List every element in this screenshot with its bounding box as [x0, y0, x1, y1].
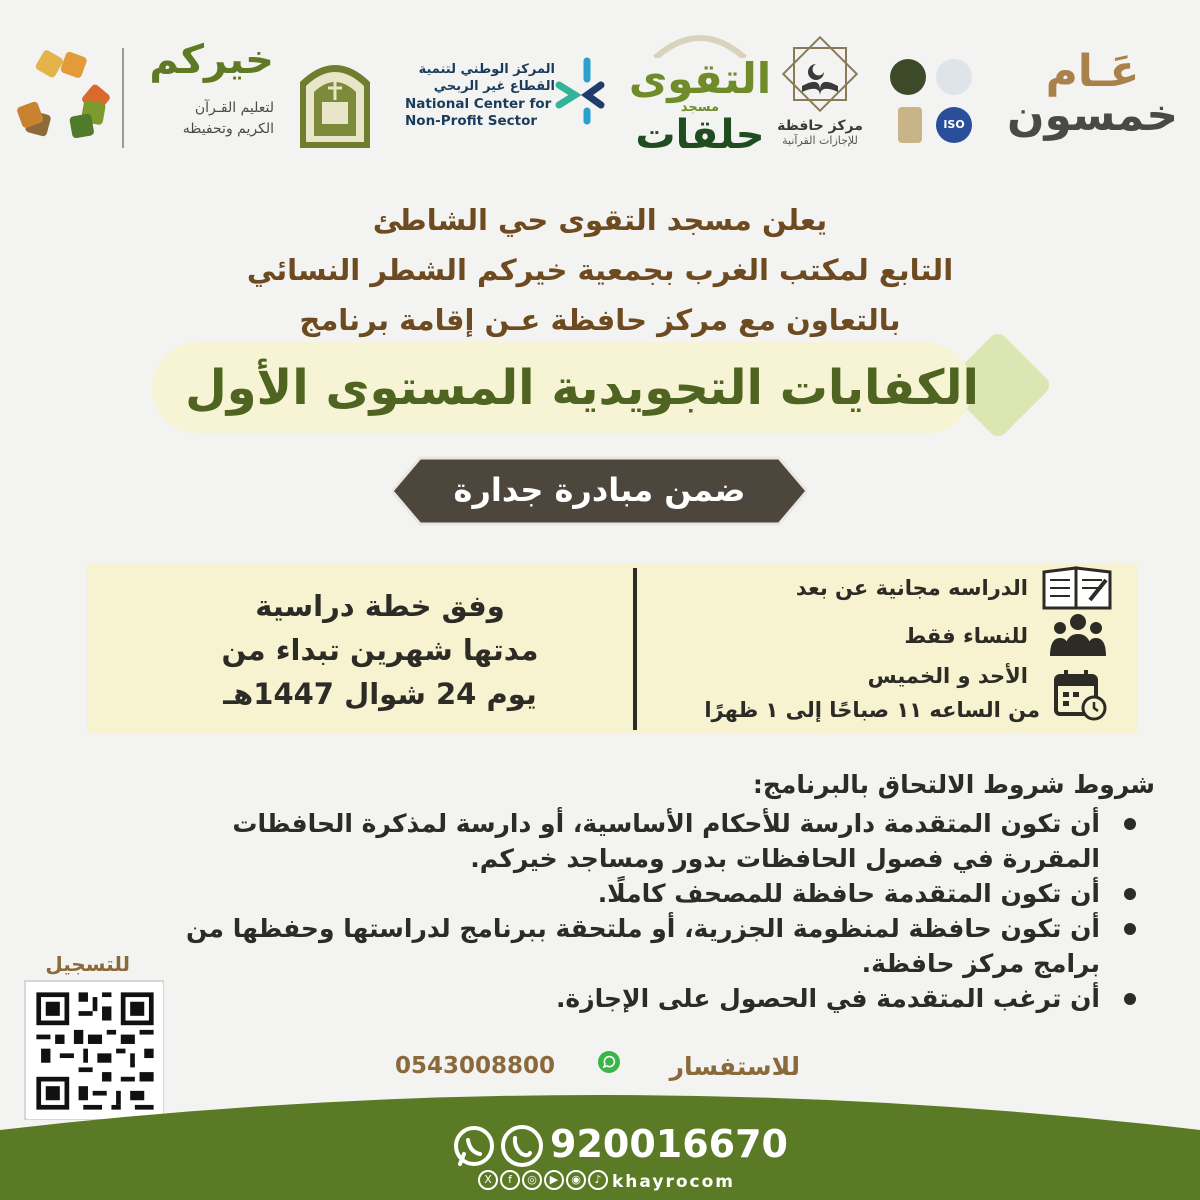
condition-item: [180, 876, 1140, 911]
condition-text: أن تكون المتقدمة دارسة للأحكام الأساسية، أو دارسة لمذكرة الحافظات المقررة في فصول الحافظات بدور ومساجد خيركم.: [232, 809, 1100, 873]
bullet-icon: [1124, 923, 1136, 935]
taqwa-logo: [625, 28, 775, 158]
whatsapp-icon[interactable]: [597, 1050, 621, 1074]
ncnp-english-2: Non-Profit Sector: [405, 112, 538, 129]
ncnp-mark-icon: [553, 55, 613, 125]
khayrocom-tagline-2: الكريم وتحفيظه: [182, 121, 274, 137]
fifty-years-line-2: خمسون: [1006, 90, 1179, 141]
logo-divider: [122, 48, 124, 148]
award-trophy-icon: [936, 59, 972, 95]
hafitha-logo: [770, 34, 870, 164]
condition-item: [180, 981, 1140, 1016]
program-title: الكفايات التجويدية المستوى الأول: [185, 360, 979, 416]
announcement-line-1: يعلن مسجد التقوى حي الشاطئ: [372, 203, 828, 237]
condition-text: أن تكون حافظة لمنظومة الجزرية، أو ملتحقة ببرنامج لدراستها وحفظها من برامج مركز حافظة.: [186, 914, 1100, 978]
initiative-banner: [392, 452, 807, 530]
fifty-years-line-1: عَـام: [1045, 46, 1140, 97]
khayrocom-tagline-1: لتعليم القـرآن: [194, 100, 274, 116]
footer-handle[interactable]: khayrocom: [612, 1172, 735, 1192]
ncnp-english-1: National Center for: [405, 95, 552, 112]
snapchat-icon[interactable]: ◉: [566, 1170, 586, 1190]
taqwa-name-top: التقوى: [628, 54, 772, 103]
inquiry-phone[interactable]: 0543008800: [395, 1053, 556, 1079]
hafitha-subtitle: للإجازات القرآنية: [782, 134, 858, 147]
condition-text: أن ترغب المتقدمة في الحصول على الإجازة.: [555, 984, 1100, 1013]
tiktok-icon[interactable]: ♪: [588, 1170, 608, 1190]
whatsapp-icon[interactable]: [452, 1124, 496, 1168]
study-plan-line-3: يوم 24 شوال 1447هـ: [223, 677, 537, 711]
facebook-icon[interactable]: f: [500, 1170, 520, 1190]
bullet-icon: [1124, 818, 1136, 830]
bullet-icon: [1124, 888, 1136, 900]
phone-icon[interactable]: [500, 1124, 544, 1168]
study-plan: [150, 584, 610, 716]
ncnp-logo: [405, 62, 555, 147]
info-women: للنساء فقط: [904, 624, 1028, 648]
khayrocom-name: خيركم: [149, 37, 274, 83]
notebook-icon: [1040, 562, 1114, 616]
info-study: الدراسه مجانية عن بعد: [795, 576, 1028, 600]
ncnp-arabic-2: القطاع غير الربحي: [433, 78, 555, 94]
fifty-years-logo: [995, 46, 1190, 155]
ministry-logo: [292, 52, 378, 150]
footer-phone[interactable]: 920016670: [550, 1122, 788, 1166]
study-plan-line-2: مدتها شهرين تبداء من: [221, 633, 539, 667]
khayrocom-emblem-icon: [12, 40, 112, 150]
initiative-text: ضمن مبادرة جدارة: [453, 471, 746, 509]
condition-item: [180, 806, 1140, 876]
bullet-icon: [1124, 993, 1136, 1005]
taqwa-name-mid: مسجد: [680, 100, 720, 115]
study-plan-line-1: وفق خطة دراسية: [255, 589, 505, 623]
taqwa-name-bottom: حلقات: [635, 112, 765, 158]
hafitha-emblem-icon: [780, 34, 860, 114]
x-icon[interactable]: X: [478, 1170, 498, 1190]
logo-row: [0, 0, 1200, 165]
iso-badge-icon: ISO: [936, 107, 972, 143]
youtube-icon[interactable]: ▶: [544, 1170, 564, 1190]
info-time: من الساعه ١١ صباحًا إلى ١ ظهرًا: [704, 698, 1040, 722]
announcement: [200, 195, 1000, 345]
khayrocom-logo: [12, 37, 274, 160]
registration-label: للتسجيل: [45, 952, 130, 976]
condition-text: أن تكون المتقدمة حافظة للمصحف كاملًا.: [597, 879, 1100, 908]
conditions-list: [180, 806, 1140, 1016]
program-title-banner: [152, 342, 1047, 434]
calendar-clock-icon: [1052, 668, 1108, 726]
info-divider: [633, 568, 637, 730]
announcement-line-2: التابع لمكتب الغرب بجمعية خيركم الشطر النسائي: [246, 253, 954, 287]
condition-item: [180, 911, 1140, 981]
ncnp-arabic-1: المركز الوطني لتنمية: [418, 62, 555, 77]
conditions-title: شروط شروط الالتحاق بالبرنامج:: [752, 770, 1155, 799]
announcement-line-3: بالتعاون مع مركز حافظة عـن إقامة برنامج: [299, 303, 901, 337]
award-plaque-icon: [898, 107, 922, 143]
khayrocom-tagline: [134, 98, 274, 140]
group-icon: [1050, 612, 1106, 660]
instagram-icon[interactable]: ◎: [522, 1170, 542, 1190]
info-days: الأحد و الخميس: [867, 664, 1028, 688]
awards-cluster: [888, 55, 988, 155]
hafitha-name: مركز حافظة: [777, 118, 863, 134]
award-badge-icon: [890, 59, 926, 95]
ministry-emblem-icon: [292, 52, 378, 150]
inquiry-label: للاستفسار: [669, 1052, 800, 1081]
